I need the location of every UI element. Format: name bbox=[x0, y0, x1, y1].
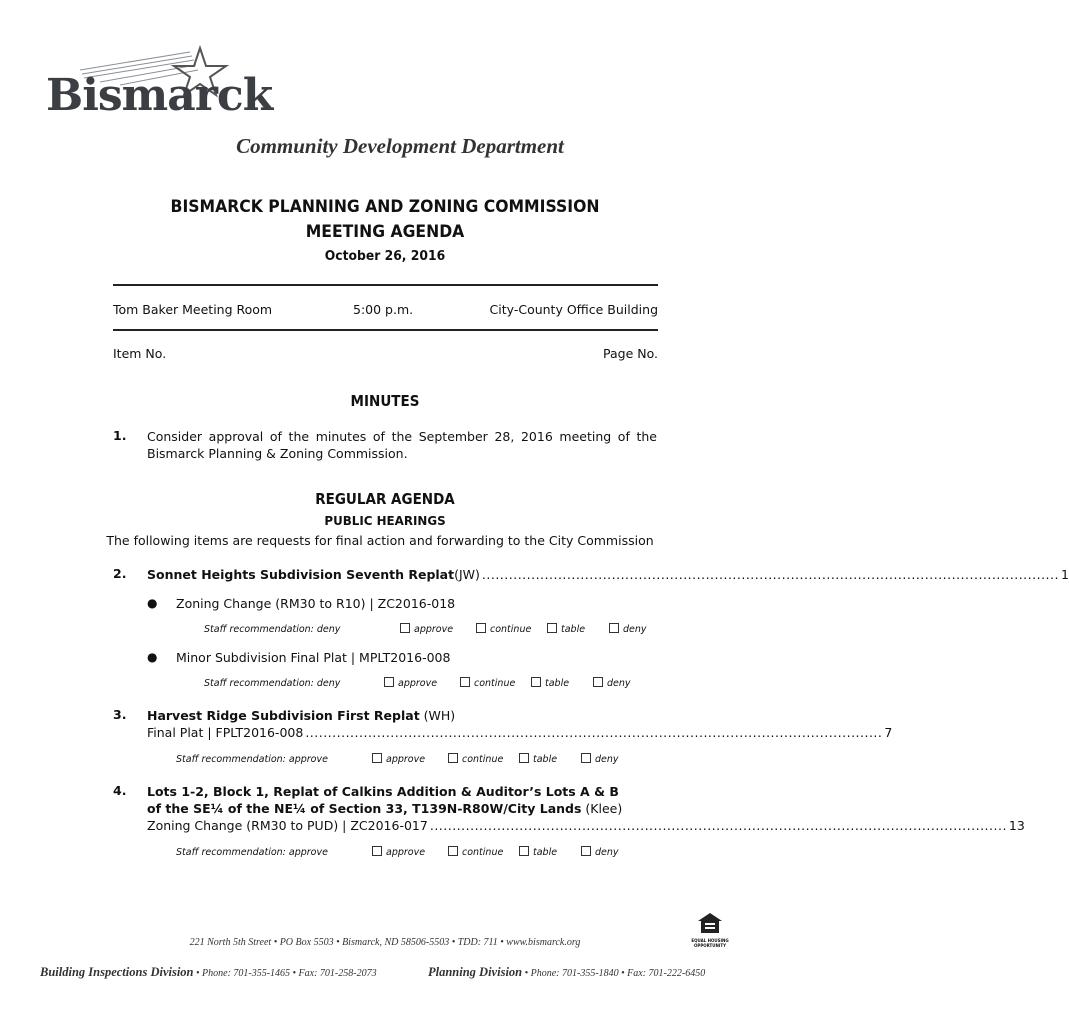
approve-checkbox[interactable]: approve bbox=[372, 846, 425, 858]
logo-wordmark: Bismarck bbox=[46, 70, 273, 121]
item-number: 4. bbox=[113, 783, 127, 798]
planning-phone-fax: • Phone: 701-355-1840 • Fax: 701-222-6450 bbox=[522, 968, 706, 979]
page-no-label: Page No. bbox=[603, 346, 658, 361]
bullet: ● bbox=[147, 596, 158, 610]
continue-checkbox[interactable]: continue bbox=[448, 753, 503, 765]
deny-checkbox[interactable]: deny bbox=[609, 623, 647, 635]
public-hearings-heading: PUBLIC HEARINGS bbox=[324, 513, 446, 528]
deny-checkbox[interactable]: deny bbox=[581, 846, 619, 858]
item-staff: (Klee) bbox=[581, 801, 623, 816]
divider bbox=[113, 284, 658, 286]
building-inspections-division: Building Inspections Division bbox=[40, 965, 194, 979]
item-number: 1. bbox=[113, 428, 127, 443]
table-checkbox[interactable]: table bbox=[519, 846, 557, 858]
item-staff: (WH) bbox=[419, 708, 456, 723]
item-detail: Final Plat | FPLT2016-008 bbox=[147, 725, 304, 740]
meeting-building: City-County Office Building bbox=[489, 302, 658, 317]
public-hearings-intro: The following items are requests for final action and forwarding to the City Commission bbox=[106, 533, 654, 548]
staff-recommendation: Staff recommendation: approve bbox=[176, 847, 328, 858]
meeting-time: 5:00 p.m. bbox=[353, 302, 414, 317]
bullet: ● bbox=[147, 650, 158, 664]
sub-item-text: Minor Subdivision Final Plat | MPLT2016-008 bbox=[176, 650, 451, 665]
item-page: 7 bbox=[884, 725, 893, 740]
commission-title: BISMARCK PLANNING AND ZONING COMMISSION bbox=[170, 197, 600, 217]
department-name: Community Development Department bbox=[236, 134, 564, 158]
approve-checkbox[interactable]: approve bbox=[384, 677, 437, 689]
agenda-item-4[interactable]: Lots 1-2, Block 1, Replat of Calkins Addition & Auditor’s Lots A & B bbox=[147, 784, 619, 799]
item-page: 13 bbox=[1008, 818, 1025, 833]
staff-recommendation: Staff recommendation: deny bbox=[204, 624, 341, 635]
item-staff: (JW) bbox=[454, 567, 480, 582]
regular-agenda-heading: REGULAR AGENDA bbox=[315, 490, 455, 508]
item-number: 2. bbox=[113, 566, 127, 581]
staff-recommendation: Staff recommendation: deny bbox=[204, 678, 341, 689]
continue-checkbox[interactable]: continue bbox=[476, 623, 531, 635]
planning-division: Planning Division bbox=[428, 965, 523, 979]
staff-recommendation: Staff recommendation: approve bbox=[176, 754, 328, 765]
deny-checkbox[interactable]: deny bbox=[593, 677, 631, 689]
agenda-title: MEETING AGENDA bbox=[305, 222, 465, 242]
agenda-item-4-line2: of the SE¼ of the NE¼ of Section 33, T139N-R80W/City Lands (Klee) bbox=[147, 801, 623, 816]
item-page: 1 bbox=[1060, 567, 1069, 582]
deny-checkbox[interactable]: deny bbox=[581, 753, 619, 765]
equal-housing-caption: EQUAL HOUSING OPPORTUNITY bbox=[691, 938, 729, 948]
item-title: Harvest Ridge Subdivision First Replat bbox=[147, 708, 420, 723]
house-icon bbox=[697, 912, 723, 934]
approve-checkbox[interactable]: approve bbox=[372, 753, 425, 765]
sub-item-text: Zoning Change (RM30 to R10) | ZC2016-018 bbox=[176, 596, 456, 611]
table-checkbox[interactable]: table bbox=[531, 677, 569, 689]
item-title: Sonnet Heights Subdivision Seventh Replat bbox=[147, 567, 455, 582]
building-inspections-phone-fax: • Phone: 701-355-1465 • Fax: 701-258-2073 bbox=[193, 968, 377, 979]
item-detail: Zoning Change (RM30 to PUD) | ZC2016-017 bbox=[147, 818, 428, 833]
planning-contact bbox=[428, 963, 705, 981]
minutes-item-text: Consider approval of the minutes of the September 28, 2016 meeting of the Bismarck Planning & Zoning Commission. bbox=[147, 429, 657, 461]
bismarck-logo bbox=[40, 40, 273, 130]
agenda-item-3[interactable] bbox=[147, 707, 657, 724]
meeting-room: Tom Baker Meeting Room bbox=[113, 302, 273, 317]
agenda-item-3-detail: Final Plat | FPLT2016-008 ................................................................................................................................. 7 bbox=[147, 725, 893, 740]
item-no-label: Item No. bbox=[113, 346, 167, 361]
footer-address: 221 North 5th Street • PO Box 5503 • Bismarck, ND 58506-5503 • TDD: 711 • www.bismarck.org bbox=[189, 937, 581, 948]
agenda-item-2[interactable]: Sonnet Heights Subdivision Seventh Replat (JW) ................................................................................................................................. 1 bbox=[147, 567, 1069, 582]
approve-checkbox[interactable]: approve bbox=[400, 623, 453, 635]
item-number: 3. bbox=[113, 707, 127, 722]
divider bbox=[113, 329, 658, 331]
continue-checkbox[interactable]: continue bbox=[460, 677, 515, 689]
table-checkbox[interactable]: table bbox=[547, 623, 585, 635]
building-inspections-contact bbox=[40, 963, 377, 981]
continue-checkbox[interactable]: continue bbox=[448, 846, 503, 858]
meeting-date: October 26, 2016 bbox=[324, 249, 446, 264]
table-checkbox[interactable]: table bbox=[519, 753, 557, 765]
minutes-heading: MINUTES bbox=[350, 392, 420, 410]
agenda-item-4-detail: Zoning Change (RM30 to PUD) | ZC2016-017 ................................................................................................................................. 13 bbox=[147, 818, 1025, 833]
